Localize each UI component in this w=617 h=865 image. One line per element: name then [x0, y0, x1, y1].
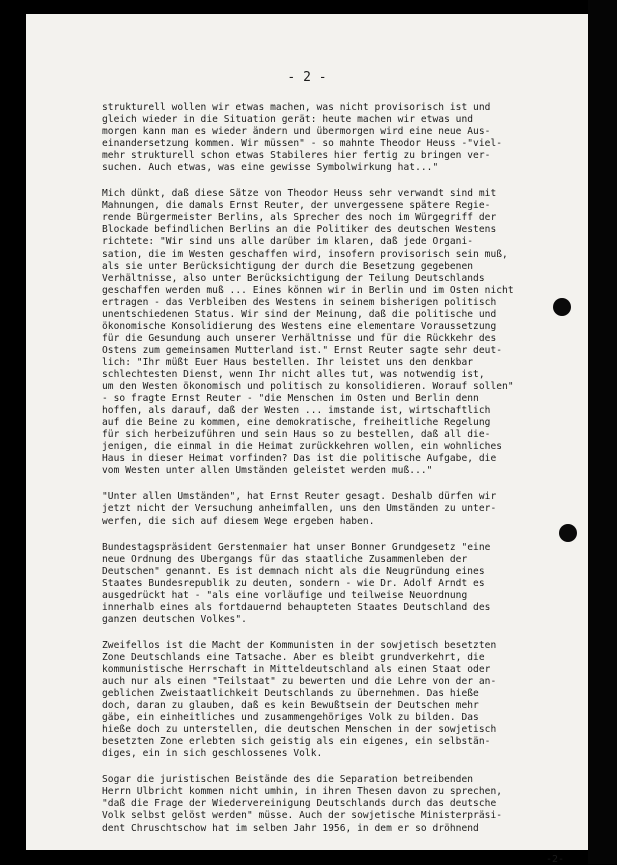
text-line: Mich dünkt, daß diese Sätze von Theodor Heuss sehr verwandt sind mit — [102, 188, 497, 200]
text-line: Ostens zum gemeinsamen Mutterland ist." Ernst Reuter sagte sehr deut- — [102, 344, 503, 356]
text-line: diges, ein in sich geschlossenes Volk. — [102, 748, 323, 760]
text-line: ökonomische Konsolidierung des Westens eine elementare Voraussetzung — [102, 320, 497, 332]
scan-edge-shadow — [588, 0, 617, 864]
text-line: werfen, die sich auf diesem Wege ergeben haben. — [102, 515, 375, 527]
text-line: hoffen, als darauf, daß der Westen ... imstande ist, wirtschaftlich — [102, 405, 491, 417]
text-line: jetzt nicht der Versuchung anheimfallen, uns den Umständen zu unter- — [102, 503, 497, 515]
text-line: innerhalb eines als fortdauernd behaupteten Staates Deutschland des — [102, 601, 491, 613]
text-line: doch, daran zu glauben, daß es kein Bewußtsein der Deutschen mehr — [102, 700, 479, 712]
paragraph — [102, 542, 580, 626]
punch-hole-lower — [559, 524, 577, 542]
text-line: ertragen - das Verbleiben des Westens in seinem bisherigen politisch — [102, 296, 497, 308]
text-line: für die Gesundung auch unserer Verhältnisse und für die Rückkehr des — [102, 332, 497, 344]
text-line: Zweifellos ist die Macht der Kommunisten in der sowjetisch besetzten — [102, 639, 497, 651]
paragraph — [102, 774, 580, 834]
text-line: schlechtesten Dienst, wenn Ihr nicht alles tut, was notwendig ist, — [102, 368, 485, 380]
document-body — [102, 102, 580, 849]
paragraph — [102, 491, 580, 527]
text-line: Bundestagspräsident Gerstenmaier hat unser Bonner Grundgesetz "eine — [102, 541, 491, 553]
text-line: um den Westen ökonomisch und politisch zu konsolidieren. Worauf sollen" — [102, 381, 514, 393]
text-line: Volk selbst gelöst werden" müsse. Auch der sowjetische Ministerpräsi- — [102, 810, 503, 822]
punch-hole-upper — [553, 298, 571, 316]
text-line: geblichen Zweistaatlichkeit Deutschlands zu übernehmen. Das hieße — [102, 688, 479, 700]
text-line: Herrn Ulbricht kommen nicht umhin, in ihren Thesen davon zu sprechen, — [102, 786, 503, 798]
text-line: Verhältnisse, also unter Berücksichtigung der Teilung Deutschlands — [102, 272, 485, 284]
text-line: als sie unter Berücksichtigung der durch die Besetzung gegebenen — [102, 260, 474, 272]
text-line: geschaffen werden muß ... Eines können wir in Berlin und im Osten nicht — [102, 284, 514, 296]
text-line: Sogar die juristischen Beistände des die Separation betreibenden — [102, 774, 474, 786]
document-page — [26, 14, 588, 865]
text-line: Blockade befindlichen Berlins an die Politiker des deutschen Westens — [102, 224, 497, 236]
text-line: besetzten Zone erlebten sich geistig als ein eigenes, ein selbstän- — [102, 736, 491, 748]
text-line: vom Westen unter allen Umständen geleistet werden muß..." — [102, 465, 433, 477]
text-line: lich: "Ihr müßt Euer Haus bestellen. Ihr leistet uns den denkbar — [102, 356, 474, 368]
paragraph — [102, 640, 580, 760]
text-line: - so fragte Ernst Reuter - "die Menschen im Osten und Berlin denn — [102, 393, 479, 405]
text-line: jenigen, die einmal in die Heimat zurückkehren wollen, ein wohnliches — [102, 441, 503, 453]
text-line: gäbe, ein einheitliches und zusammengehöriges Volk zu bilden. Das — [102, 712, 479, 724]
text-line: Staates Bundesrepublik zu deuten, sondern - wie Dr. Adolf Arndt es — [102, 577, 485, 589]
text-line: "daß die Frage der Wiedervereinigung Deutschlands durch das deutsche — [102, 798, 497, 810]
text-line: rende Bürgermeister Berlins, als Sprecher des noch im Würgegriff der — [102, 212, 497, 224]
text-line: hieße doch zu unterstellen, die deutschen Menschen in der sowjetisch — [102, 724, 497, 736]
text-line: einandersetzung kommen. Wir müssen" - so mahnte Theodor Heuss -"viel- — [102, 138, 503, 150]
text-line: morgen kann man es wieder ändern und übermorgen wird eine neue Aus- — [102, 126, 491, 138]
text-line: richtete: "Wir sind uns alle darüber im klaren, daß jede Organi- — [102, 236, 474, 248]
text-line: kommunistische Herrschaft in Mitteldeutschland als einen Staat oder — [102, 663, 491, 675]
text-line: Mahnungen, die damals Ernst Reuter, der unvergessene spätere Regie- — [102, 200, 491, 212]
text-line: Zone Deutschlands eine Tatsache. Aber es bleibt grundverkehrt, die — [102, 651, 485, 663]
paragraph — [102, 188, 580, 477]
page-number: - 2 - — [287, 70, 327, 85]
text-line: sation, die im Westen geschaffen wird, insofern provisorisch sein muß, — [102, 248, 508, 260]
text-line: auch nur als einen "Teilstaat" zu bewerten und die Lehre von der an- — [102, 676, 497, 688]
text-line: strukturell wollen wir etwas machen, was nicht provisorisch ist und — [102, 102, 491, 113]
text-line: suchen. Auch etwas, was eine gewisse Symbolwirkung hat..." — [102, 162, 439, 174]
text-line: "Unter allen Umständen", hat Ernst Reuter gesagt. Deshalb dürfen wir — [102, 491, 497, 503]
text-line: gleich wieder in die Situation gerät: heute machen wir etwas und — [102, 114, 474, 126]
text-line: unentschiedenen Status. Wir sind der Meinung, daß die politische und — [102, 308, 497, 320]
text-line: ausgedrückt hat - "als eine vorläufige und teilweise Neuordnung — [102, 589, 468, 601]
text-line: ganzen deutschen Volkes". — [102, 613, 247, 625]
continuation-marker: -2- — [546, 854, 565, 865]
text-line: auf die Beine zu kommen, eine demokratische, freiheitliche Regelung — [102, 417, 491, 429]
text-line: neue Ordnung des Übergangs für das staatliche Zusammenleben der — [102, 553, 468, 565]
text-line: Deutschen" genannt. Es ist demnach nicht als die Neugründung eines — [102, 565, 485, 577]
text-line: für sich herbeizuführen und sein Haus so zu bestellen, daß all die- — [102, 429, 491, 441]
paragraph — [102, 102, 580, 174]
text-line: dent Chruschtschow hat im selben Jahr 1956, in dem er so dröhnend — [102, 822, 479, 834]
text-line: Haus in dieser Heimat vorfinden? Das ist die politische Aufgabe, die — [102, 453, 497, 465]
text-line: mehr strukturell schon etwas Stabileres hier fertig zu bringen ver- — [102, 150, 491, 162]
